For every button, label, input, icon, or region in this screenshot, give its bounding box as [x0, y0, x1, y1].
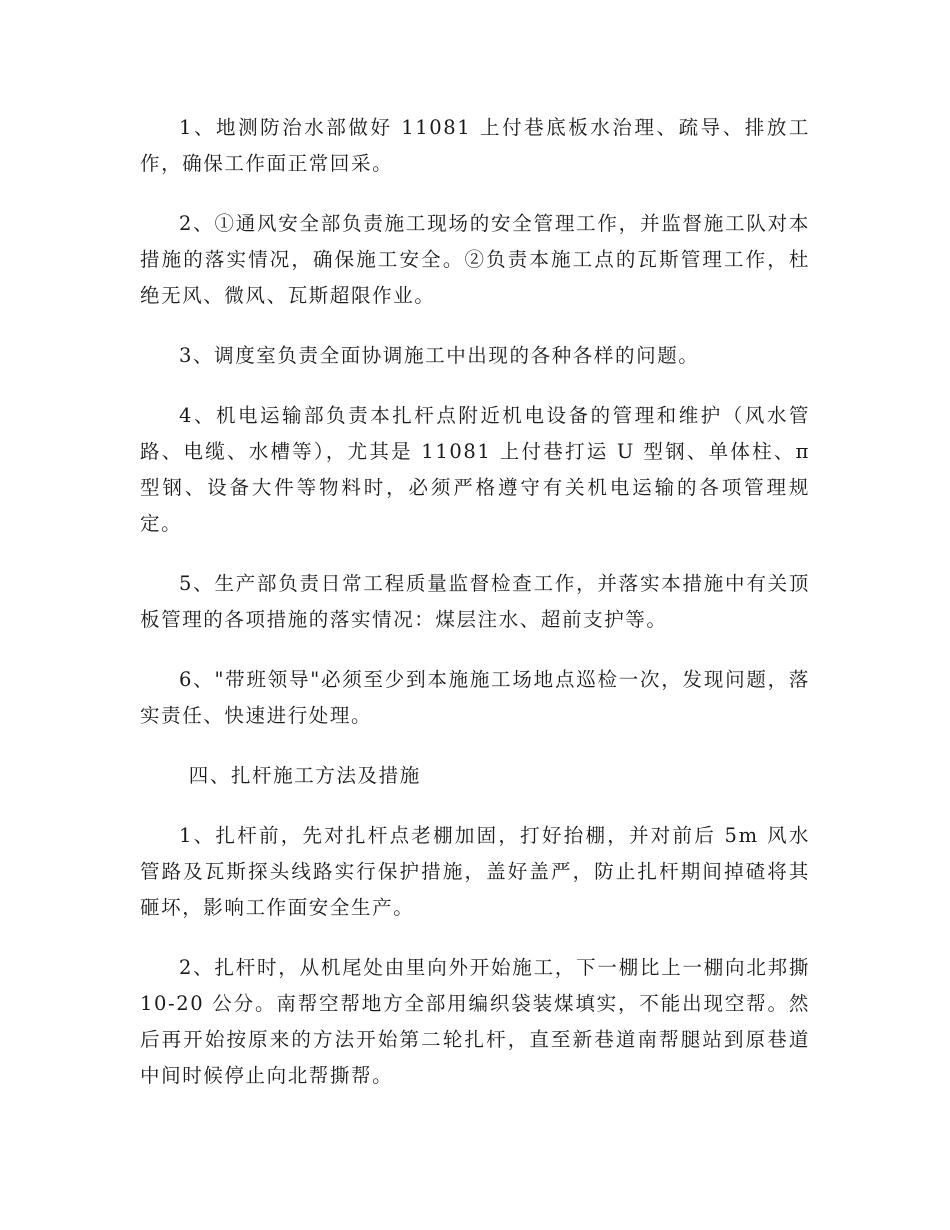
paragraph-5: 5、生产部负责日常工程质量监督检查工作，并落实本措施中有关顶板管理的各项措施的落实情况：煤层注水、超前支护等。 [140, 572, 810, 631]
document-body [140, 110, 810, 1118]
section-paragraph-2: 2、扎杆时，从机尾处由里向外开始施工，下一棚比上一棚向北邦撕 10-20 公分。南帮空帮地方全部用编织袋装煤填实，不能出现空帮。然后再开始按原来的方法开始第二轮扎杆，直至新巷道南帮腿站到原巷道中间时候停止向北帮撕帮。 [140, 956, 810, 1087]
section-paragraph-1: 1、扎杆前，先对扎杆点老棚加固，打好抬棚，并对前后 5m 风水管路及瓦斯探头线路实行保护措施，盖好盖严，防止扎杆期间掉碴将其砸坏，影响工作面安全生产。 [140, 824, 810, 919]
paragraph-4: 4、机电运输部负责本扎杆点附近机电设备的管理和维护（风水管路、电缆、水槽等），尤其是 11081 上付巷打运 U 型钢、单体柱、π 型钢、设备大件等物料时，必须严格遵守有关机电运输的各项管理规定。 [140, 404, 810, 535]
paragraph-3: 3、调度室负责全面协调施工中出现的各种各样的问题。 [179, 344, 700, 367]
paragraph-6: 6、"带班领导"必须至少到本施施工场地点巡检一次，发现问题，落实责任、快速进行处理。 [140, 668, 810, 727]
paragraph-2: 2、①通风安全部负责施工现场的安全管理工作，并监督施工队对本措施的落实情况，确保施工安全。②负责本施工点的瓦斯管理工作，杜绝无风、微风、瓦斯超限作业。 [140, 212, 810, 307]
paragraph-1: 1、地测防治水部做好 11081 上付巷底板水治理、疏导、排放工作，确保工作面正常回采。 [140, 116, 810, 175]
section-heading: 四、扎杆施工方法及措施 [188, 764, 421, 787]
